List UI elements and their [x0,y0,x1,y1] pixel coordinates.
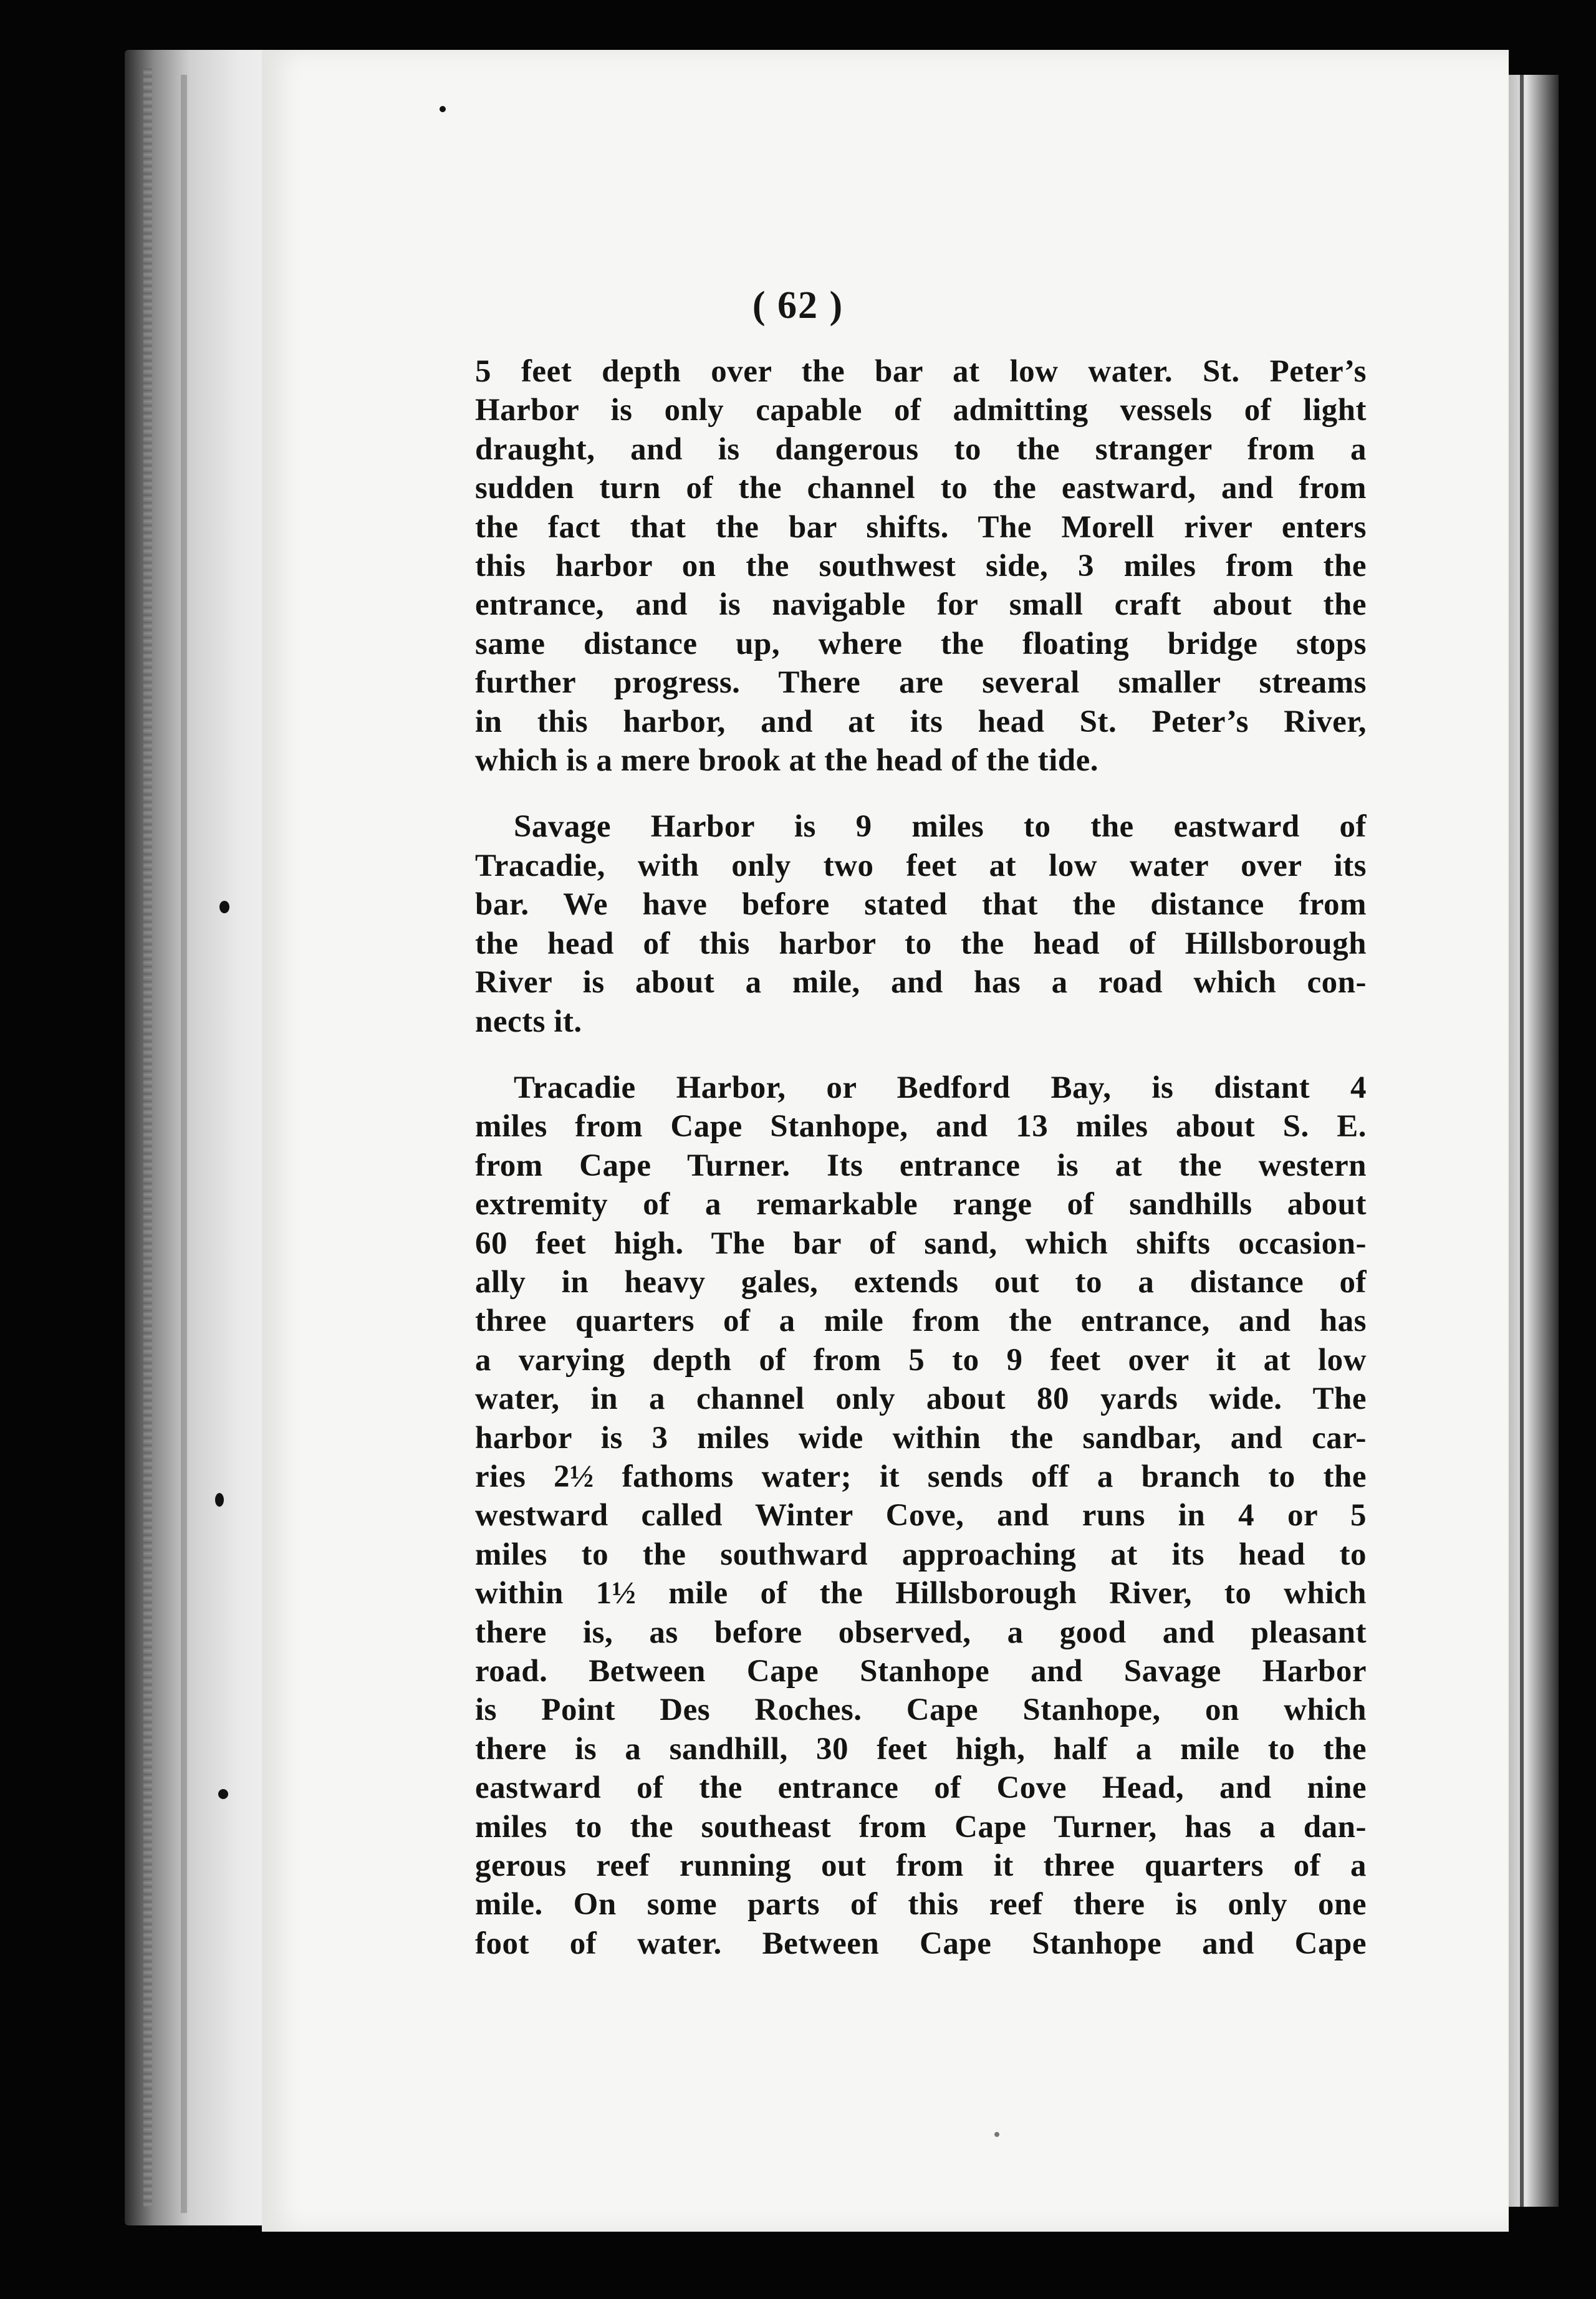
text-line: within 1½ mile of the Hillsborough River, to which [475,1576,1367,1611]
text-line: gerous reef running out from it three quarters of a [475,1848,1367,1884]
text-line: eastward of the entrance of Cove Head, and nine [475,1770,1367,1806]
text-line: bar. We have before stated that the distance from [475,887,1367,923]
text-line: from Cape Turner. Its entrance is at the western [475,1148,1367,1183]
text-line: there is, as before observed, a good and pleasant [475,1615,1367,1650]
text-line: 5 feet depth over the bar at low water. St. Peter’s [475,354,1367,389]
text-line: water, in a channel only about 80 yards wide. The [475,1381,1367,1417]
scan-speck [994,2132,999,2137]
paragraph-3 [475,1068,1367,1963]
text-line: is Point Des Roches. Cape Stanhope, on which [475,1692,1367,1728]
text-line: River is about a mile, and has a road which con- [475,965,1367,1001]
text-line: sudden turn of the channel to the eastward, and from [475,471,1367,506]
text-line: three quarters of a mile from the entrance, and has [475,1303,1367,1339]
text-line: which is a mere brook at the head of the tide. [475,743,1098,779]
text-body [475,352,1367,1990]
page-number: ( 62 ) [752,284,844,327]
text-line: Harbor is only capable of admitting vessels of light [475,393,1367,428]
scan-speck [215,1493,224,1507]
text-line: Savage Harbor is 9 miles to the eastward of [514,809,1367,845]
text-line: ries 2½ fathoms water; it sends off a branch to the [475,1459,1367,1494]
scan-speck [440,106,446,112]
text-line: road. Between Cape Stanhope and Savage Harbor [475,1654,1367,1689]
text-line: harbor is 3 miles wide within the sandbar, and car- [475,1420,1367,1456]
text-line: the head of this harbor to the head of Hillsborough [475,926,1367,961]
text-line: entrance, and is navigable for small craft about the [475,587,1367,623]
text-line: nects it. [475,1004,582,1039]
text-line: further progress. There are several smaller streams [475,665,1367,701]
text-line: Tracadie Harbor, or Bedford Bay, is distant 4 [514,1070,1367,1105]
scan-speck [219,901,229,913]
text-line: foot of water. Between Cape Stanhope and Cape [475,1926,1367,1961]
text-line: the fact that the bar shifts. The Morell river enters [475,509,1367,545]
text-line: miles to the southward approaching at its head to [475,1537,1367,1572]
text-line: extremity of a remarkable range of sandhills about [475,1187,1367,1222]
text-line: draught, and is dangerous to the stranger from a [475,431,1367,467]
text-line: there is a sandhill, 30 feet high, half a mile to the [475,1731,1367,1767]
text-line: this harbor on the southwest side, 3 miles from the [475,549,1367,584]
text-line: 60 feet high. The bar of sand, which shifts occasion- [475,1226,1367,1261]
text-line: in this harbor, and at its head St. Peter’s River, [475,704,1367,739]
text-line: a varying depth of from 5 to 9 feet over it at low [475,1342,1367,1378]
text-line: Tracadie, with only two feet at low water over its [475,848,1367,883]
facing-page-edge [1509,75,1559,2207]
text-line: ally in heavy gales, extends out to a distance of [475,1264,1367,1300]
text-line: same distance up, where the floating bridge stops [475,626,1367,661]
text-line: miles from Cape Stanhope, and 13 miles about S. E. [475,1109,1367,1145]
paragraph-2 [475,807,1367,1040]
text-line: mile. On some parts of this reef there is only one [475,1887,1367,1922]
paragraph-1 [475,352,1367,780]
text-line: westward called Winter Cove, and runs in 4 or 5 [475,1498,1367,1533]
text-line: miles to the southeast from Cape Turner, has a dan- [475,1809,1367,1845]
scan-speck [218,1789,228,1799]
